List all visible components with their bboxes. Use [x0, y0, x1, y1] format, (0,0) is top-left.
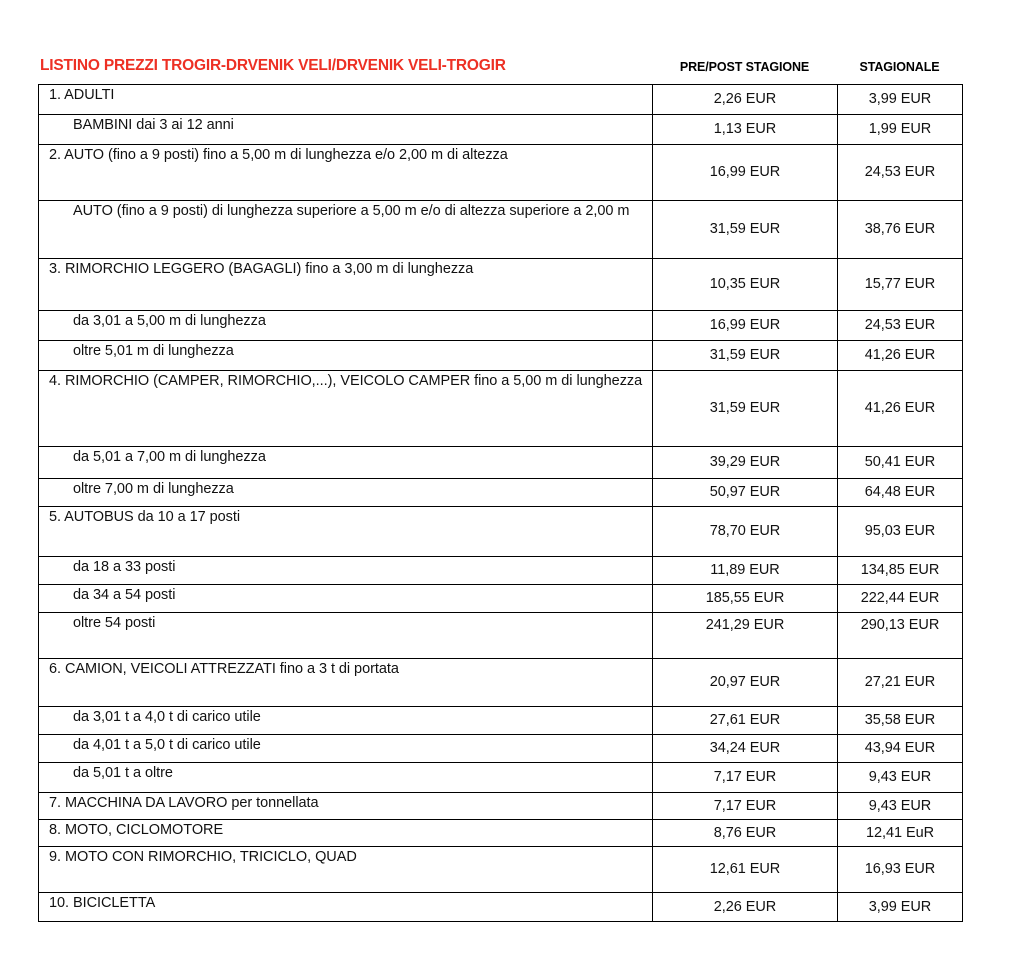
table-row: [39, 145, 963, 201]
page-title: LISTINO PREZZI TROGIR-DRVENIK VELI/DRVENIK VELI-TROGIR: [40, 57, 506, 74]
row-label-cell: [39, 847, 653, 893]
table-row: [39, 659, 963, 707]
price-pre-post-cell: 39,29 EUR: [653, 447, 838, 479]
row-label-cell: [39, 507, 653, 557]
price-seasonal-cell: 64,48 EUR: [838, 479, 963, 507]
price-seasonal-cell: 35,58 EUR: [838, 707, 963, 735]
row-label-cell: [39, 341, 653, 371]
table-row: [39, 613, 963, 659]
row-label-text: oltre 5,01 m di lunghezza: [73, 343, 234, 359]
price-seasonal-cell: 16,93 EUR: [838, 847, 963, 893]
row-label-cell: [39, 659, 653, 707]
price-pre-post-cell: 31,59 EUR: [653, 371, 838, 447]
row-label-cell: [39, 145, 653, 201]
price-seasonal-cell: 43,94 EUR: [838, 735, 963, 763]
price-pre-post-cell: 16,99 EUR: [653, 145, 838, 201]
price-seasonal-cell: 222,44 EUR: [838, 585, 963, 613]
row-label-text: AUTO (fino a 9 posti) di lunghezza superiore a 5,00 m e/o di altezza superiore a 2,00 m: [73, 203, 630, 219]
table-row: [39, 820, 963, 847]
price-seasonal-cell: 3,99 EUR: [838, 893, 963, 922]
row-label-text: 10. BICICLETTA: [49, 895, 156, 911]
table-row: [39, 479, 963, 507]
price-pre-post-cell: 11,89 EUR: [653, 557, 838, 585]
price-seasonal-cell: 27,21 EUR: [838, 659, 963, 707]
price-table: [38, 84, 963, 922]
table-row: [39, 115, 963, 145]
price-seasonal-cell: 290,13 EUR: [838, 613, 963, 659]
row-label-cell: [39, 613, 653, 659]
price-pre-post-cell: 78,70 EUR: [653, 507, 838, 557]
row-label-cell: [39, 820, 653, 847]
table-row: [39, 85, 963, 115]
price-seasonal-cell: 15,77 EUR: [838, 259, 963, 311]
row-label-cell: [39, 793, 653, 820]
row-label-cell: [39, 311, 653, 341]
price-seasonal-cell: 9,43 EUR: [838, 763, 963, 793]
price-pre-post-cell: 31,59 EUR: [653, 341, 838, 371]
price-pre-post-cell: 2,26 EUR: [653, 893, 838, 922]
row-label-cell: [39, 201, 653, 259]
table-row: [39, 763, 963, 793]
row-label-cell: [39, 259, 653, 311]
row-label-text: da 3,01 t a 4,0 t di carico utile: [73, 709, 261, 725]
row-label-text: 4. RIMORCHIO (CAMPER, RIMORCHIO,...), VEICOLO CAMPER fino a 5,00 m di lunghezza: [49, 373, 643, 389]
row-label-cell: [39, 115, 653, 145]
price-pre-post-cell: 16,99 EUR: [653, 311, 838, 341]
row-label-text: oltre 7,00 m di lunghezza: [73, 481, 234, 497]
price-pre-post-cell: 10,35 EUR: [653, 259, 838, 311]
price-seasonal-cell: 50,41 EUR: [838, 447, 963, 479]
price-seasonal-cell: 9,43 EUR: [838, 793, 963, 820]
row-label-text: 6. CAMION, VEICOLI ATTREZZATI fino a 3 t di portata: [49, 661, 399, 677]
row-label-cell: [39, 479, 653, 507]
table-row: [39, 201, 963, 259]
price-seasonal-cell: 24,53 EUR: [838, 311, 963, 341]
price-pre-post-cell: 12,61 EUR: [653, 847, 838, 893]
row-label-text: BAMBINI dai 3 ai 12 anni: [73, 117, 234, 133]
row-label-text: 3. RIMORCHIO LEGGERO (BAGAGLI) fino a 3,00 m di lunghezza: [49, 261, 474, 277]
price-pre-post-cell: 241,29 EUR: [653, 613, 838, 659]
table-row: [39, 447, 963, 479]
row-label-cell: [39, 85, 653, 115]
row-label-text: 1. ADULTI: [49, 87, 115, 103]
row-label-text: 8. MOTO, CICLOMOTORE: [49, 822, 224, 838]
table-row: [39, 893, 963, 922]
price-seasonal-cell: 24,53 EUR: [838, 145, 963, 201]
row-label-text: da 5,01 t a oltre: [73, 765, 173, 781]
table-row: [39, 371, 963, 447]
price-seasonal-cell: 95,03 EUR: [838, 507, 963, 557]
row-label-cell: [39, 585, 653, 613]
row-label-cell: [39, 735, 653, 763]
row-label-cell: [39, 371, 653, 447]
row-label-text: da 4,01 t a 5,0 t di carico utile: [73, 737, 261, 753]
row-label-text: da 3,01 a 5,00 m di lunghezza: [73, 313, 266, 329]
table-row: [39, 311, 963, 341]
table-header-band: [0, 56, 1024, 84]
price-pre-post-cell: 27,61 EUR: [653, 707, 838, 735]
price-pre-post-cell: 50,97 EUR: [653, 479, 838, 507]
price-pre-post-cell: 7,17 EUR: [653, 763, 838, 793]
row-label-cell: [39, 447, 653, 479]
price-pre-post-cell: 31,59 EUR: [653, 201, 838, 259]
table-row: [39, 557, 963, 585]
price-seasonal-cell: 1,99 EUR: [838, 115, 963, 145]
row-label-text: 7. MACCHINA DA LAVORO per tonnellata: [49, 795, 319, 811]
row-label-cell: [39, 557, 653, 585]
row-label-cell: [39, 893, 653, 922]
column-header-pre-post-stagione: PRE/POST STAGIONE: [679, 60, 810, 74]
row-label-text: da 34 a 54 posti: [73, 587, 176, 603]
price-pre-post-cell: 2,26 EUR: [653, 85, 838, 115]
row-label-text: oltre 54 posti: [73, 615, 156, 631]
row-label-text: 5. AUTOBUS da 10 a 17 posti: [49, 509, 241, 525]
table-row: [39, 341, 963, 371]
price-seasonal-cell: 41,26 EUR: [838, 341, 963, 371]
price-seasonal-cell: 38,76 EUR: [838, 201, 963, 259]
table-row: [39, 585, 963, 613]
row-label-text: da 18 a 33 posti: [73, 559, 176, 575]
price-seasonal-cell: 134,85 EUR: [838, 557, 963, 585]
price-table-body: [39, 85, 963, 922]
price-pre-post-cell: 7,17 EUR: [653, 793, 838, 820]
row-label-text: 2. AUTO (fino a 9 posti) fino a 5,00 m di lunghezza e/o 2,00 m di altezza: [49, 147, 508, 163]
table-row: [39, 259, 963, 311]
row-label-cell: [39, 763, 653, 793]
table-row: [39, 735, 963, 763]
row-label-cell: [39, 707, 653, 735]
price-pre-post-cell: 185,55 EUR: [653, 585, 838, 613]
table-row: [39, 707, 963, 735]
price-seasonal-cell: 12,41 EuR: [838, 820, 963, 847]
price-pre-post-cell: 8,76 EUR: [653, 820, 838, 847]
table-row: [39, 847, 963, 893]
table-row: [39, 507, 963, 557]
price-pre-post-cell: 34,24 EUR: [653, 735, 838, 763]
price-pre-post-cell: 1,13 EUR: [653, 115, 838, 145]
row-label-text: 9. MOTO CON RIMORCHIO, TRICICLO, QUAD: [49, 849, 357, 865]
row-label-text: da 5,01 a 7,00 m di lunghezza: [73, 449, 266, 465]
price-pre-post-cell: 20,97 EUR: [653, 659, 838, 707]
price-seasonal-cell: 41,26 EUR: [838, 371, 963, 447]
price-seasonal-cell: 3,99 EUR: [838, 85, 963, 115]
column-header-stagionale: STAGIONALE: [859, 60, 940, 74]
table-row: [39, 793, 963, 820]
